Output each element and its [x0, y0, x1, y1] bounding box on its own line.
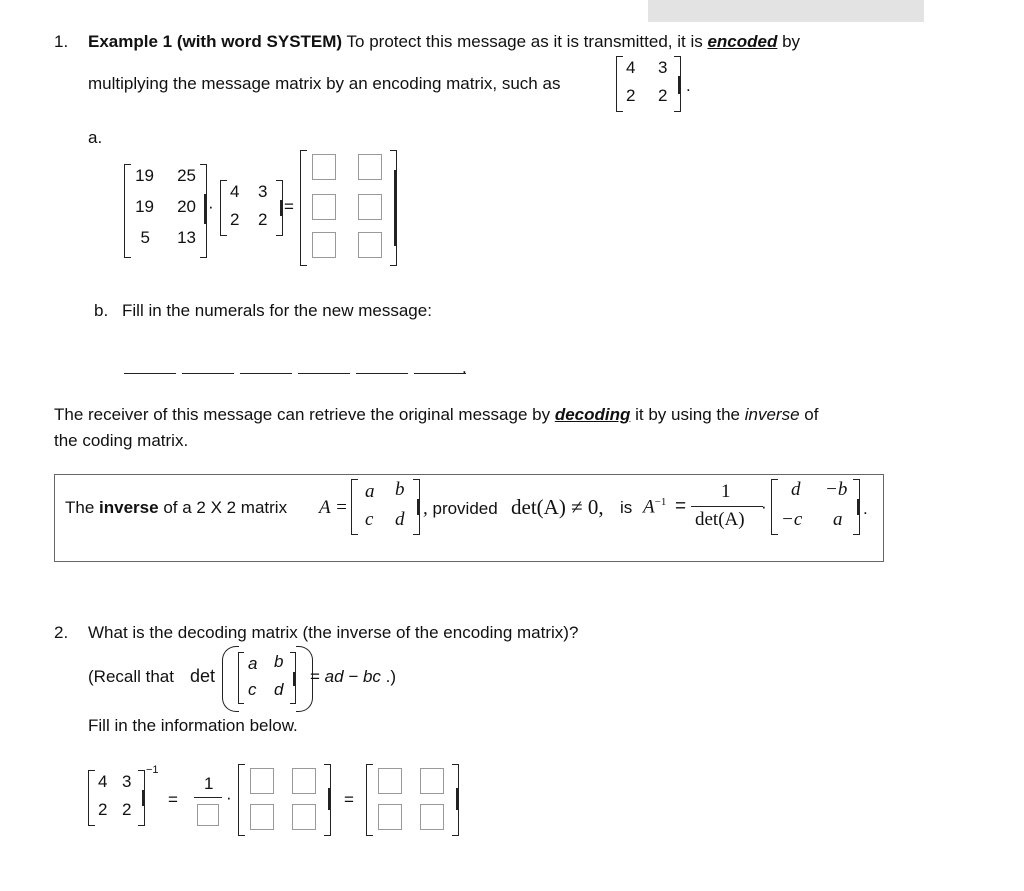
answer-box[interactable]	[292, 804, 316, 830]
formula-period: .	[863, 499, 868, 518]
matrix-cell: 4	[626, 58, 636, 77]
part-a-label: a.	[88, 128, 103, 147]
answer-box[interactable]	[420, 768, 444, 794]
q1-title: Example 1 (with word SYSTEM)	[88, 32, 343, 51]
matrix-cell: a	[365, 481, 375, 502]
matrix-cell: 2	[658, 86, 668, 105]
inverse-text	[65, 498, 287, 518]
keyword-decoding: decoding	[554, 405, 631, 424]
superscript: −1	[654, 496, 667, 508]
q1-encoding-matrix	[616, 56, 686, 112]
matrix-cell: −c	[781, 509, 803, 530]
q1-line1	[88, 32, 800, 52]
part-b-label: b.	[94, 301, 109, 320]
det-condition: det(A) ≠ 0,	[511, 495, 604, 519]
matrix-cell: 4	[230, 182, 240, 201]
answer-box[interactable]	[312, 232, 336, 258]
matrix-cell: b	[395, 479, 405, 500]
equals-sign: =	[675, 496, 687, 517]
answer-blank[interactable]	[124, 373, 176, 374]
matrix-cell: 2	[122, 800, 132, 819]
inverse-answer-matrix	[366, 764, 466, 836]
encoding-matrix-inverse	[88, 764, 168, 826]
answer-blank[interactable]	[298, 373, 350, 374]
matrix-cell: 3	[122, 772, 132, 791]
answer-box[interactable]	[378, 804, 402, 830]
is-word: is	[620, 498, 633, 517]
fill-instruction: Fill in the information below.	[88, 716, 298, 735]
part-a-encoding-matrix	[220, 180, 290, 238]
matrix-cell: 25	[177, 166, 196, 185]
q1-period: .	[686, 76, 691, 95]
answer-box[interactable]	[420, 804, 444, 830]
adjugate-matrix	[771, 479, 871, 537]
formula-expression: ad − bc	[324, 667, 381, 686]
answer-blank[interactable]	[182, 373, 234, 374]
recall-prefix: (Recall that	[88, 667, 174, 686]
matrix-cell: d	[274, 680, 284, 699]
inverse-prefix: The	[65, 498, 95, 517]
matrix-cell: 3	[658, 58, 668, 77]
A-letter: A	[643, 496, 655, 518]
inverse-formula-box	[54, 474, 884, 562]
answer-box[interactable]	[358, 154, 382, 180]
answer-box[interactable]	[378, 768, 402, 794]
matrix-cell: 5	[140, 228, 150, 247]
matrix-cell: 2	[230, 210, 240, 229]
matrix-cell: c	[248, 680, 257, 699]
recall-formula	[310, 667, 396, 687]
matrix-cell: d	[395, 509, 405, 530]
equals-sign: =	[168, 790, 178, 809]
recall-suffix: .)	[385, 667, 397, 686]
matrix-cell: 4	[98, 772, 108, 791]
answer-box[interactable]	[250, 768, 274, 794]
matrix-cell: 2	[258, 210, 268, 229]
message-matrix	[124, 164, 214, 258]
A-inverse	[643, 496, 666, 518]
part-b-period: .	[462, 358, 467, 377]
inverse-text-rest: of a 2 X 2 matrix	[163, 498, 288, 517]
matrix-cell: 20	[177, 197, 196, 216]
provided-word: provided	[432, 499, 498, 518]
recall-matrix	[238, 652, 302, 704]
fraction-bar	[194, 797, 222, 798]
left-paren	[222, 646, 239, 712]
fraction-numerator: 1	[204, 774, 214, 793]
receiver-line2: the coding matrix.	[54, 431, 189, 450]
result-matrix	[300, 150, 400, 266]
q1-text-before: To protect this message as it is transmitted, it is	[346, 32, 703, 51]
answer-box[interactable]	[312, 194, 336, 220]
answer-box[interactable]	[250, 804, 274, 830]
q1-line2: multiplying the message matrix by an encoding matrix, such as	[88, 74, 561, 93]
italic-inverse: inverse	[744, 405, 800, 424]
matrix-abcd	[351, 479, 427, 537]
fraction-bar	[691, 506, 763, 507]
matrix-cell: d	[791, 479, 801, 500]
matrix-cell: −b	[825, 479, 848, 500]
det-label: det	[190, 666, 216, 686]
dot-operator: ·	[761, 497, 767, 516]
answer-blank[interactable]	[414, 373, 466, 374]
matrix-cell: 19	[135, 197, 154, 216]
matrix-cell: 2	[98, 800, 108, 819]
matrix-cell: 13	[177, 228, 196, 247]
receiver-text-middle: it by using the	[635, 405, 741, 424]
matrix-cell: a	[248, 654, 258, 673]
keyword-encoded: encoded	[707, 32, 778, 51]
q2-number: 2.	[54, 623, 69, 642]
adjugate-answer-matrix	[238, 764, 338, 836]
matrix-cell: 2	[626, 86, 636, 105]
top-gray-bar	[648, 0, 924, 22]
answer-box[interactable]	[358, 232, 382, 258]
receiver-text-after: of	[804, 405, 819, 424]
provided-text	[423, 498, 498, 520]
formula-equals: =	[310, 667, 320, 686]
equals-sign: =	[284, 197, 294, 216]
superscript: −1	[146, 764, 159, 776]
q2-question: What is the decoding matrix (the inverse of the encoding matrix)?	[88, 623, 579, 642]
dot-operator: ·	[226, 788, 232, 807]
matrix-cell: a	[833, 509, 843, 530]
comma: ,	[423, 498, 428, 519]
matrix-A-label: A =	[319, 497, 348, 518]
receiver-text-before: The receiver of this message can retrieve the original message by	[54, 405, 551, 424]
answer-blank[interactable]	[356, 373, 408, 374]
q1-text-after: by	[782, 32, 801, 51]
answer-box[interactable]	[292, 768, 316, 794]
receiver-line1	[54, 405, 818, 425]
fraction-numerator: 1	[721, 481, 731, 502]
determinant-answer-box[interactable]	[197, 804, 219, 826]
answer-box[interactable]	[358, 194, 382, 220]
answer-box[interactable]	[312, 154, 336, 180]
inverse-bold: inverse	[99, 498, 159, 517]
dot-operator: ·	[208, 197, 214, 216]
matrix-cell: c	[365, 509, 374, 530]
answer-blank[interactable]	[240, 373, 292, 374]
fraction-denominator: det(A)	[695, 509, 745, 530]
part-b-text: Fill in the numerals for the new message:	[122, 301, 432, 320]
equals-sign-2: =	[344, 790, 354, 809]
matrix-cell: b	[274, 652, 284, 671]
matrix-cell: 19	[135, 166, 154, 185]
q1-number: 1.	[54, 32, 69, 51]
matrix-cell: 3	[258, 182, 268, 201]
